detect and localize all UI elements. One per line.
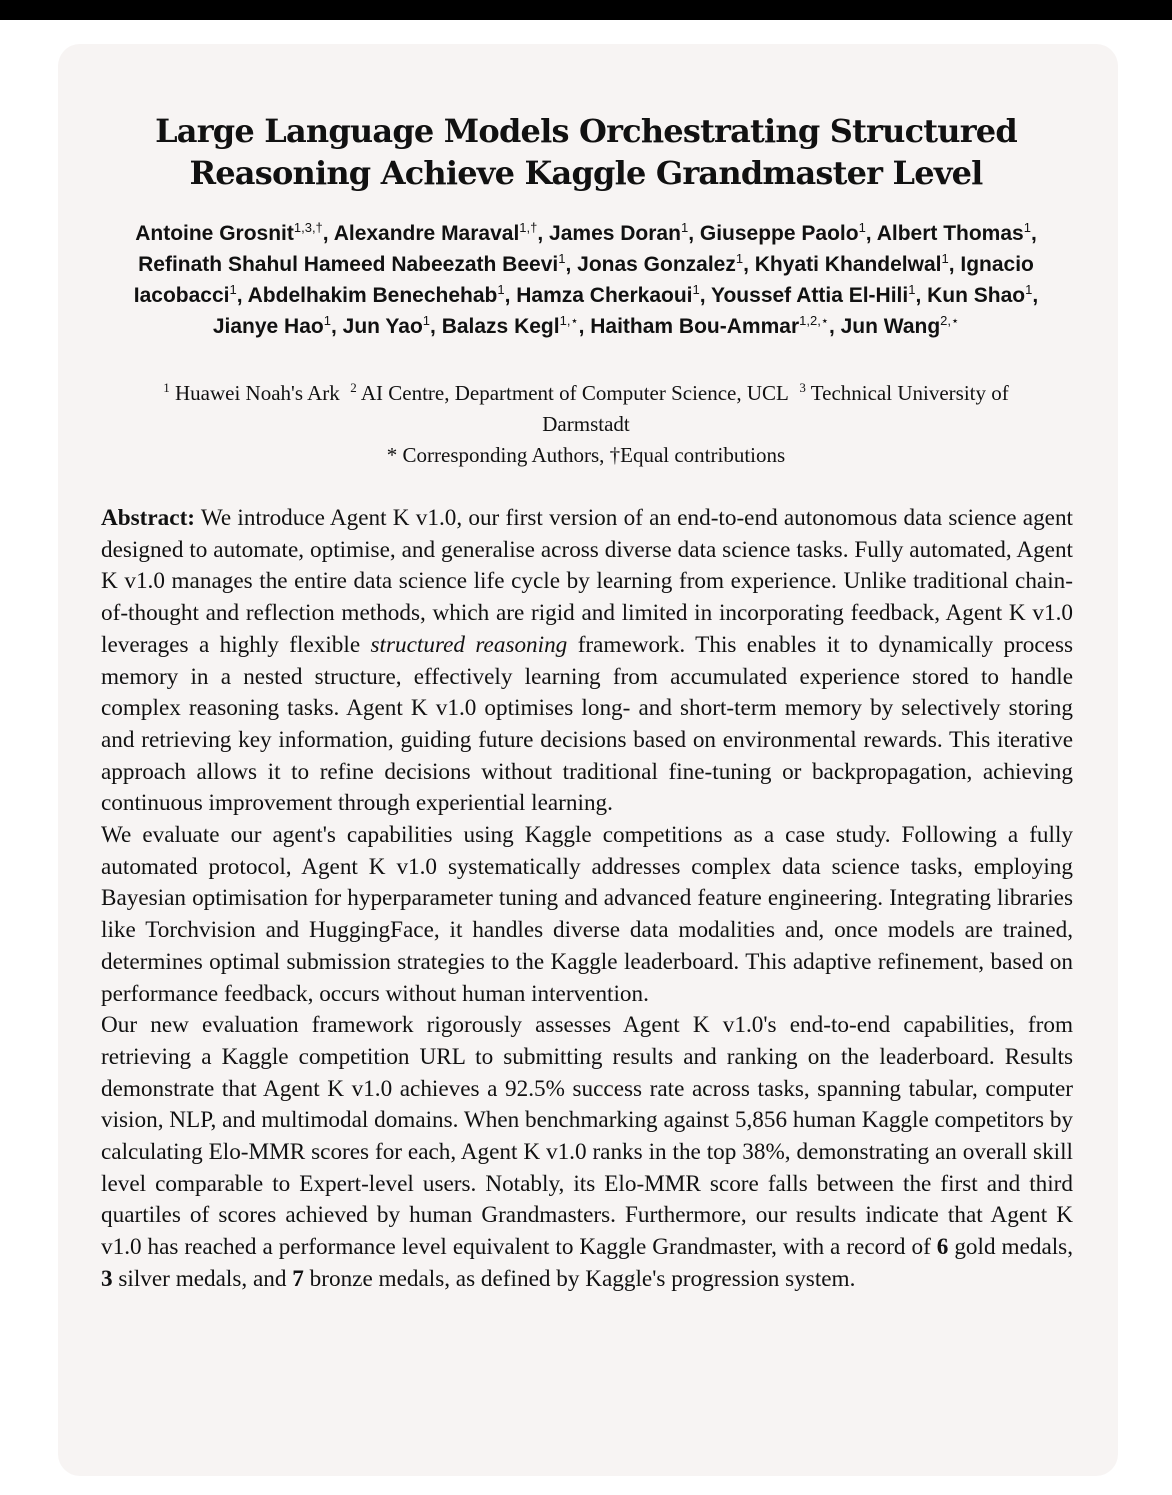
author-name: Jun Wang <box>840 315 941 338</box>
author-name: Refinath Shahul Hameed Nabeezath Beevi <box>138 253 559 276</box>
abstract-text: Our new evaluation framework rigorously assesses Agent K v1.0's end-to-end capabilities, from retrieving a Kaggle competition URL to submitting results and ranking on the leaderboard. Results demonstrate that Agent K v1.0 achieves a 92.5% success rate across tasks, spanning tabular, computer vision, NLP, and multimodal domains. When benchmarking against 5,856 human Kaggle competitors by calculating Elo-MMR scores for each, Agent K v1.0 ranks in the top 38%, demonstrating an overall skill level comparable to Expert-level users. Notably, its Elo-MMR score falls between the first and third quartiles of scores achieved by human Grandmasters. Furthermore, our results indicate that Agent K v1.0 has reached a performance level equivalent to Kaggle Grandmaster, with a record of <box>101 1012 1074 1261</box>
affiliations <box>120 378 1052 471</box>
author-name: Alexandre Maraval <box>333 222 520 245</box>
author-affiliation-mark: 1 <box>735 251 744 266</box>
author-name: Jonas Gonzalez <box>577 253 736 276</box>
author-name: Khyati Khandelwal <box>754 253 942 276</box>
author-name: Jun Yao <box>342 315 423 338</box>
author-affiliation-mark: 1 <box>558 251 566 266</box>
title-line-2: Reasoning Achieve Kaggle Grandmaster Level <box>189 154 983 192</box>
title-line-1: Large Language Models Orchestrating Structured <box>155 112 1017 150</box>
abstract-text: gold medals, <box>948 1234 1073 1261</box>
author-name: Albert Thomas <box>876 222 1024 245</box>
author-affiliation-mark: 1 <box>422 313 431 328</box>
author-affiliation-mark: 1 <box>680 220 689 235</box>
abstract-text: We introduce Agent K v1.0, our first version of an end-to-end autonomous data science agent designed to automate, optimise, and generalise across diverse data science tasks. Fully automated, Agent K v1.0 manages the entire data science life cycle by learning from experience. Unlike traditional chain-of-thought and reflection methods, which are rigid and limited in incorporating feedback, Agent K v1.0 leverages a highly flexible <box>101 505 1073 658</box>
author-affiliation-mark: 1 <box>1025 282 1033 297</box>
author-name: Kun Shao <box>927 284 1026 307</box>
paper-title <box>0 110 1172 194</box>
author-name: James Doran <box>549 222 681 245</box>
abstract-text: bronze medals, as defined by Kaggle's progression system. <box>303 1265 856 1292</box>
author-affiliation-mark: 2,⋆ <box>940 313 960 328</box>
author-name: Abdelhakim Benechehab <box>247 284 498 307</box>
author-affiliation-mark: 1 <box>692 282 700 297</box>
author-name: Ignacio Iacobacci <box>133 253 1034 307</box>
abstract-italic-term: structured reasoning <box>370 631 568 658</box>
author-affiliation-mark: 1 <box>229 282 237 297</box>
author-affiliation-mark: 1,2,⋆ <box>799 313 829 328</box>
author-name: Antoine Grosnit <box>135 222 294 245</box>
top-black-bar <box>0 0 1172 20</box>
author-affiliation-mark: 1 <box>1023 220 1031 235</box>
author-affiliation-mark: 1 <box>323 313 331 328</box>
contribution-note: * Corresponding Authors, †Equal contributions <box>386 443 786 467</box>
bronze-medal-count: 7 <box>292 1265 304 1292</box>
author-name: Giuseppe Paolo <box>699 222 859 245</box>
abstract <box>101 503 1073 1296</box>
author-name: Hamza Cherkaoui <box>516 284 693 307</box>
author-affiliation-mark: 1 <box>941 251 949 266</box>
abstract-text: silver medals, and <box>112 1265 287 1292</box>
author-name: Youssef Attia El-Hili <box>711 284 909 307</box>
affiliation-3: Technical University of Darmstadt <box>542 381 1009 436</box>
author-affiliation-mark: 1 <box>858 220 866 235</box>
gold-medal-count: 6 <box>936 1234 949 1261</box>
abstract-label: Abstract: <box>101 505 196 531</box>
affiliation-1: Huawei Noah's Ark <box>175 381 340 405</box>
abstract-text: framework. This enables it to dynamically process memory in a nested structure, effectively learning from accumulated experience stored to handle complex reasoning tasks. Agent K v1.0 optimises long- and short-term memory by selectively storing and retrieving key information, guiding future decisions based on environmental rewards. This iterative approach allows it to refine decisions without traditional fine-tuning or backpropagation, achieving continuous improvement through experiential learning. <box>101 631 1074 817</box>
author-affiliation-mark: 1 <box>497 282 505 297</box>
abstract-paragraph-1 <box>101 503 1073 820</box>
author-name: Jianye Hao <box>212 315 324 338</box>
author-affiliation-mark: 1 <box>908 282 916 297</box>
author-list: Antoine Grosnit$^{1,3,\dagger}$, Alexandre Maraval$^{1,\dagger}$, James Doran$^1$, Giuseppe Paolo$^1$, Albert Thomas$^1$, Refinath Shahul Hameed Nabeezath Beevi$^1$, Jonas Gonzalez$^1$, Khyati Khandelwal$^1$, Ignacio Iacobacci$^1$, Abdelhakim Benechehab$^1$, Hamza Cherkaoui$^1$, Youssef Attia El-Hili$^1$, Kun Shao$^1$, Jianye Hao$^1$, Jun Yao$^1$, Balazs Kegl$^{1,⋆}$, Haitham Bou-Ammar$^{1,2,⋆}$, Jun Wang$^{2,⋆}$ <box>133 220 1039 338</box>
author-affiliation-mark: 1,† <box>519 220 538 235</box>
abstract-paragraph-2: We evaluate our agent's capabilities using Kaggle competitions as a case study. Following a fully automated protocol, Agent K v1.0 systematically addresses complex data science tasks, employing Bayesian optimisation for hyperparameter tuning and advanced feature engineering. Integrating libraries like Torchvision and HuggingFace, it handles diverse data modalities and, once models are trained, determines optimal submission strategies to the Kaggle leaderboard. This adaptive refinement, based on performance feedback, occurs without human intervention. <box>101 822 1073 1007</box>
silver-medal-count: 3 <box>101 1265 113 1292</box>
affiliation-1-number: 1 <box>163 380 170 395</box>
author-name: Haitham Bou-Ammar <box>590 315 800 338</box>
abstract-paragraph-3 <box>101 1010 1073 1295</box>
affiliation-2-number: 2 <box>350 380 357 395</box>
affiliation-lines <box>120 378 1052 440</box>
author-name: Balazs Kegl <box>441 315 560 338</box>
affiliation-3-number: 3 <box>799 380 806 395</box>
affiliation-2: AI Centre, Department of Computer Science, UCL <box>360 381 789 405</box>
author-affiliation-mark: 1,3,† <box>293 220 323 235</box>
author-affiliation-mark: 1,⋆ <box>559 313 579 328</box>
